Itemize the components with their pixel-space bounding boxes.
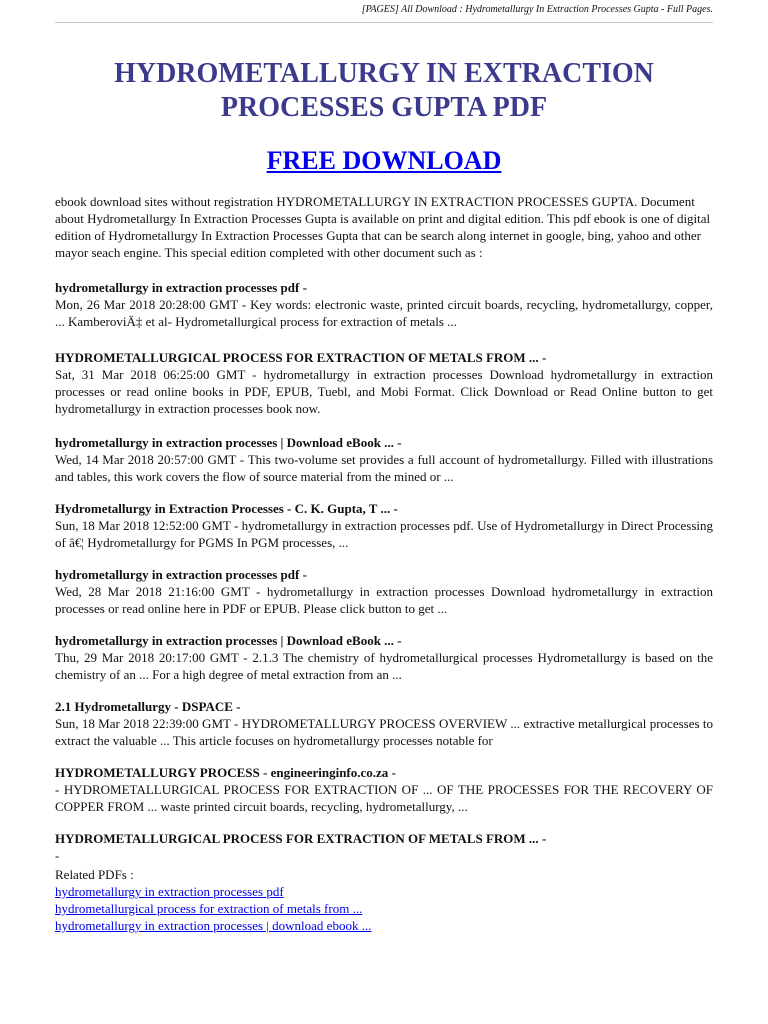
- related-pdfs: [55, 866, 713, 934]
- result-entry: [55, 567, 713, 633]
- entry-heading-suffix: -: [388, 765, 396, 780]
- entry-body: -: [55, 848, 60, 863]
- free-download-link[interactable]: FREE DOWNLOAD: [266, 146, 502, 175]
- result-entry: [55, 435, 713, 501]
- result-entry: [55, 699, 713, 765]
- result-entry: [55, 633, 713, 699]
- entry-heading[interactable]: HYDROMETALLURGY PROCESS - engineeringinfo.co.za: [55, 765, 389, 780]
- entry-heading-suffix: -: [538, 831, 547, 846]
- entry-heading[interactable]: HYDROMETALLURGICAL PROCESS FOR EXTRACTION OF METALS FROM ...: [55, 350, 539, 365]
- entry-heading[interactable]: HYDROMETALLURGICAL PROCESS FOR EXTRACTION OF METALS FROM ...: [55, 831, 539, 846]
- page-header: [55, 0, 713, 23]
- entry-body: Sat, 31 Mar 2018 06:25:00 GMT - hydrometallurgy in extraction processes Download hydrometallurgy in extraction processes or read online books in PDF, EPUB, Tuebl, and Mobi Format. Click Download or Read Online button to get hydrometallurgy in extraction processes book now.: [55, 367, 713, 416]
- entry-heading[interactable]: hydrometallurgy in extraction processes pdf: [55, 567, 300, 582]
- entry-heading[interactable]: Hydrometallurgy in Extraction Processes - C. K. Gupta, T ...: [55, 501, 391, 516]
- header-text: [PAGES] All Download : Hydrometallurgy In Extraction Processes Gupta - Full Pages.: [361, 4, 713, 15]
- result-entry: [55, 831, 713, 871]
- entry-heading-suffix: -: [538, 350, 547, 365]
- entry-body: Wed, 28 Mar 2018 21:16:00 GMT - hydrometallurgy in extraction processes Download hydrometallurgy in extraction processes or read online here in PDF or EPUB. Please click button to get ...: [55, 584, 713, 616]
- result-entry: [55, 765, 713, 831]
- entry-heading[interactable]: hydrometallurgy in extraction processes | Download eBook ...: [55, 435, 394, 450]
- entry-body: Sun, 18 Mar 2018 22:39:00 GMT - HYDROMETALLURGY PROCESS OVERVIEW ... extractive metallurgical processes to extract the valuable ... This article focuses on hydrometallurgy processes notable for: [55, 716, 713, 748]
- title-line-2: PROCESSES GUPTA PDF: [220, 92, 548, 123]
- result-entry: [55, 350, 713, 435]
- entry-heading-suffix: -: [393, 633, 402, 648]
- related-label: Related PDFs :: [55, 867, 134, 882]
- intro-paragraph: ebook download sites without registration HYDROMETALLURGY IN EXTRACTION PROCESSES GUPTA. Document about Hydrometallurgy In Extraction Processes Gupta is available on print and digital edition. This pdf ebook is one of digital edition of Hydrometallurgy In Extraction Processes Gupta that can be search along internet in google, bing, yahoo and other mayor seach engine. This special edition completed with other document such as :: [55, 194, 711, 260]
- result-entry: [55, 501, 713, 567]
- entry-body: Sun, 18 Mar 2018 12:52:00 GMT - hydrometallurgy in extraction processes pdf. Use of Hydrometallurgy in Direct Processing of â€¦ Hydrometallurgy for PGMS In PGM processes, ...: [55, 518, 713, 550]
- related-link[interactable]: hydrometallurgy in extraction processes | download ebook ...: [55, 918, 372, 933]
- result-entry: [55, 280, 713, 350]
- entry-heading-suffix: -: [299, 280, 307, 295]
- entry-body: - HYDROMETALLURGICAL PROCESS FOR EXTRACTION OF ... OF THE PROCESSES FOR THE RECOVERY OF COPPER FROM ... waste printed circuit boards, recycling, hydrometallurgy, ...: [55, 782, 713, 814]
- title-line-1: HYDROMETALLURGY IN EXTRACTION: [114, 58, 654, 89]
- entry-heading-suffix: -: [390, 501, 398, 516]
- document-title: [0, 57, 768, 125]
- entry-body: Mon, 26 Mar 2018 20:28:00 GMT - Key words: electronic waste, printed circuit boards, recycling, hydrometallurgy, copper, ... KamberoviÄ‡ et al- Hydrometallurgical process for extraction of metals ...: [55, 297, 713, 329]
- entry-heading-suffix: -: [393, 435, 402, 450]
- related-link[interactable]: hydrometallurgy in extraction processes pdf: [55, 884, 284, 899]
- entry-heading[interactable]: 2.1 Hydrometallurgy - DSPACE: [55, 699, 233, 714]
- entry-heading[interactable]: hydrometallurgy in extraction processes | Download eBook ...: [55, 633, 394, 648]
- entry-heading[interactable]: hydrometallurgy in extraction processes pdf: [55, 280, 300, 295]
- entry-heading-suffix: -: [299, 567, 307, 582]
- entry-body: Wed, 14 Mar 2018 20:57:00 GMT - This two-volume set provides a full account of hydrometallurgy. Filled with illustrations and tables, this work covers the flow of source material from the mined or ...: [55, 452, 713, 484]
- related-link[interactable]: hydrometallurgical process for extraction of metals from ...: [55, 901, 363, 916]
- entry-heading-suffix: -: [232, 699, 241, 714]
- entry-body: Thu, 29 Mar 2018 20:17:00 GMT - 2.1.3 The chemistry of hydrometallurgical processes Hydrometallurgy is based on the chemistry of an ... For a high degree of metal extraction from an ...: [55, 650, 713, 682]
- result-list: [55, 280, 713, 871]
